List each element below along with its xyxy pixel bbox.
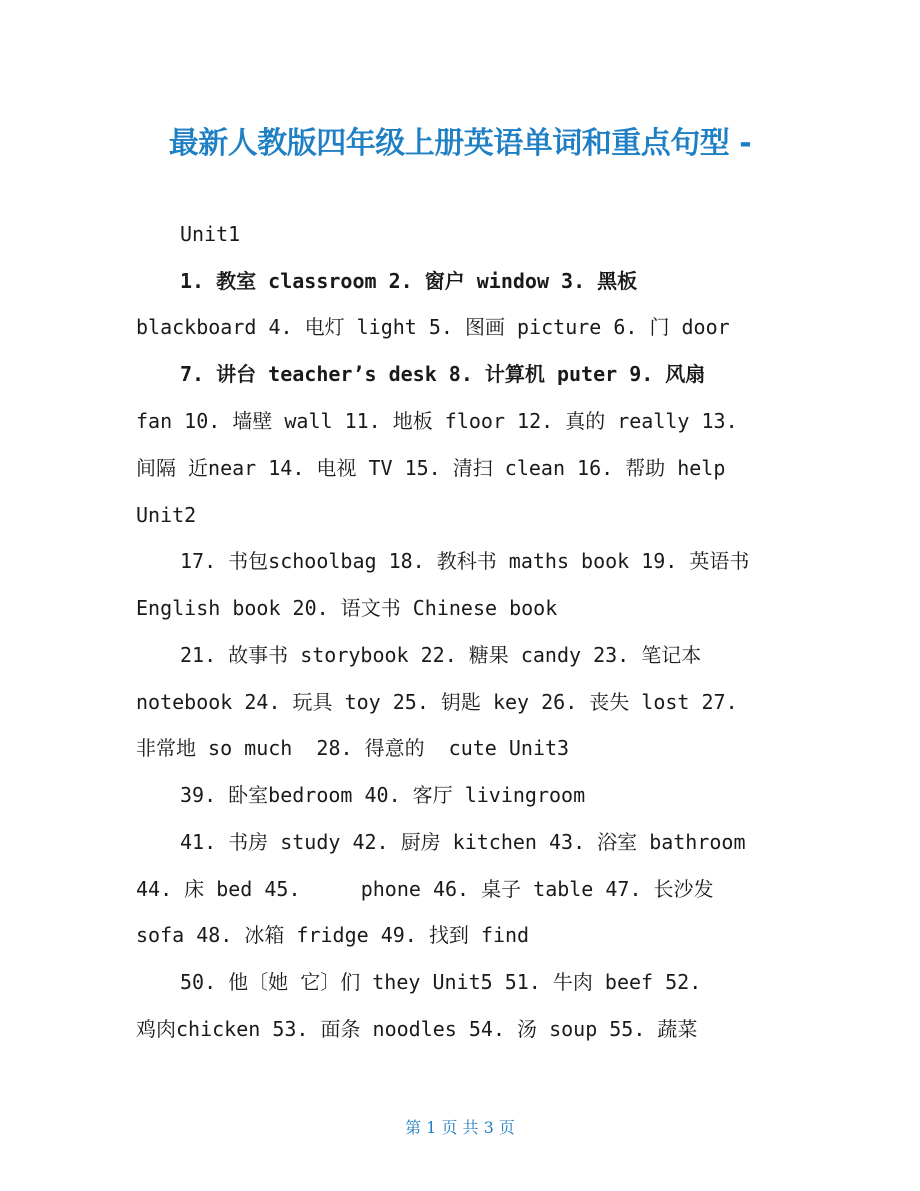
page-footer: 第 1 页 共 3 页: [405, 1118, 515, 1137]
text-line: 44. 床 bed 45. phone 46. 桌子 table 47. 长沙发: [136, 877, 714, 901]
text-line: sofa 48. 冰箱 fridge 49. 找到 find: [136, 923, 530, 947]
text-line: 21. 故事书 storybook 22. 糖果 candy 23. 笔记本: [180, 643, 702, 667]
text-line: 39. 卧室bedroom 40. 客厅 livingroom: [180, 783, 586, 807]
text-line: fan 10. 墙壁 wall 11. 地板 floor 12. 真的 really 13.: [136, 409, 738, 433]
text-line: 50. 他〔她 它〕们 they Unit5 51. 牛肉 beef 52.: [180, 970, 702, 994]
text-line: 1. 教室 classroom 2. 窗户 window 3. 黑板: [180, 269, 638, 293]
unit-heading: Unit1: [180, 222, 241, 246]
document-title: 最新人教版四年级上册英语单词和重点句型 -: [168, 126, 752, 161]
text-line: 41. 书房 study 42. 厨房 kitchen 43. 浴室 bathroom: [180, 830, 746, 854]
text-line: 非常地 so much 28. 得意的 cute Unit3: [136, 736, 570, 760]
text-line: notebook 24. 玩具 toy 25. 钥匙 key 26. 丧失 lost 27.: [136, 690, 738, 714]
text-line: English book 20. 语文书 Chinese book: [136, 596, 558, 620]
text-line: 17. 书包schoolbag 18. 教科书 maths book 19. 英语书: [180, 549, 750, 573]
text-line: blackboard 4. 电灯 light 5. 图画 picture 6. 门 door: [136, 315, 730, 339]
unit-heading: Unit2: [136, 503, 197, 527]
text-line: 间隔 近near 14. 电视 TV 15. 清扫 clean 16. 帮助 help: [136, 456, 726, 480]
text-line: 鸡肉chicken 53. 面条 noodles 54. 汤 soup 55. 蔬菜: [136, 1017, 698, 1041]
text-line: 7. 讲台 teacher’s desk 8. 计算机 puter 9. 风扇: [180, 362, 706, 386]
